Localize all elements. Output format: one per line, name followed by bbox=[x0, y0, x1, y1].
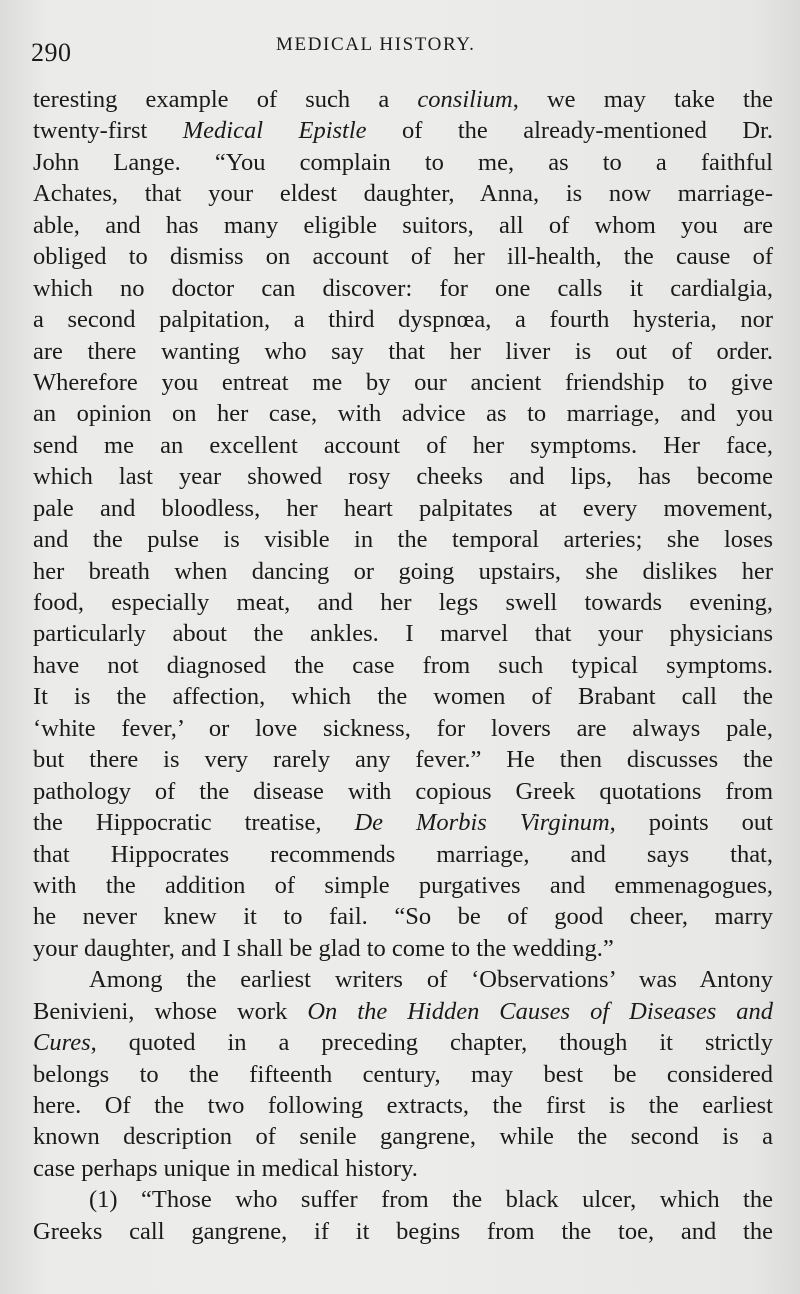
text-line: pathology of the disease with copious Greek quotations from bbox=[33, 777, 773, 805]
text-line: able, and has many eligible suitors, all of whom you are bbox=[33, 211, 773, 239]
text-line: Wherefore you entreat me by our ancient friendship to give bbox=[33, 368, 773, 396]
text-line: twenty-first Medical Epistle of the already-mentioned Dr. bbox=[33, 117, 773, 145]
text-line: here. Of the two following extracts, the first is the earliest bbox=[33, 1092, 773, 1119]
text-line: which last year showed rosy cheeks and lips, has become bbox=[33, 463, 773, 491]
text-line: an opinion on her case, with advice as to marriage, and you bbox=[33, 400, 773, 428]
text-line: her breath when dancing or going upstairs, she dislikes her bbox=[33, 557, 773, 585]
paragraph bbox=[33, 964, 773, 1184]
text-line: your daughter, and I shall be glad to come to the wedding.” bbox=[33, 934, 614, 962]
text-line: that Hippocrates recommends marriage, and says that, bbox=[33, 840, 773, 868]
text-line: the Hippocratic treatise, De Morbis Virginum, points out bbox=[33, 809, 773, 837]
text-line: and the pulse is visible in the temporal arteries; she loses bbox=[33, 526, 773, 554]
text-line: (1) “Those who suffer from the black ulcer, which the bbox=[89, 1186, 773, 1214]
text-line: Benivieni, whose work On the Hidden Causes of Diseases and bbox=[33, 997, 773, 1025]
text-line: pale and bloodless, her heart palpitates at every movement, bbox=[33, 494, 773, 522]
text-line: ‘white fever,’ or love sickness, for lovers are always pale, bbox=[33, 714, 773, 742]
text-line: teresting example of such a consilium, we may take the bbox=[33, 86, 773, 113]
text-line: Greeks call gangrene, if it begins from the toe, and the bbox=[33, 1217, 773, 1245]
body-text bbox=[33, 84, 773, 1247]
text-line: It is the affection, which the women of Brabant call the bbox=[33, 683, 773, 711]
text-line: but there is very rarely any fever.” He then discusses the bbox=[33, 746, 773, 774]
text-line: particularly about the ankles. I marvel that your physicians bbox=[33, 620, 773, 648]
text-line: food, especially meat, and her legs swell towards evening, bbox=[33, 589, 773, 616]
text-line: known description of senile gangrene, while the second is a bbox=[33, 1123, 773, 1151]
text-line: Achates, that your eldest daughter, Anna, is now marriage- bbox=[33, 180, 773, 208]
page-number: 290 bbox=[31, 38, 72, 67]
text-line: with the addition of simple purgatives and emmenagogues, bbox=[33, 871, 773, 899]
text-line: have not diagnosed the case from such typical symptoms. bbox=[33, 651, 773, 679]
running-head: MEDICAL HISTORY. bbox=[276, 34, 476, 55]
paragraph bbox=[33, 1184, 773, 1247]
page-header bbox=[0, 28, 800, 68]
text-line: Among the earliest writers of ‘Observations’ was Antony bbox=[89, 966, 773, 994]
text-line: which no doctor can discover: for one calls it cardialgia, bbox=[33, 274, 773, 302]
text-line: belongs to the fifteenth century, may best be considered bbox=[33, 1060, 773, 1088]
text-line: Cures, quoted in a preceding chapter, though it strictly bbox=[33, 1029, 773, 1057]
text-line: case perhaps unique in medical history. bbox=[33, 1154, 418, 1182]
text-line: are there wanting who say that her liver is out of order. bbox=[33, 337, 773, 365]
text-line: send me an excellent account of her symptoms. Her face, bbox=[33, 431, 773, 459]
paragraph bbox=[33, 84, 773, 964]
text-line: John Lange. “You complain to me, as to a faithful bbox=[33, 148, 773, 176]
text-line: he never knew it to fail. “So be of good cheer, marry bbox=[33, 903, 773, 931]
text-line: obliged to dismiss on account of her ill-health, the cause of bbox=[33, 243, 773, 271]
text-line: a second palpitation, a third dyspnœa, a fourth hysteria, nor bbox=[33, 306, 773, 334]
